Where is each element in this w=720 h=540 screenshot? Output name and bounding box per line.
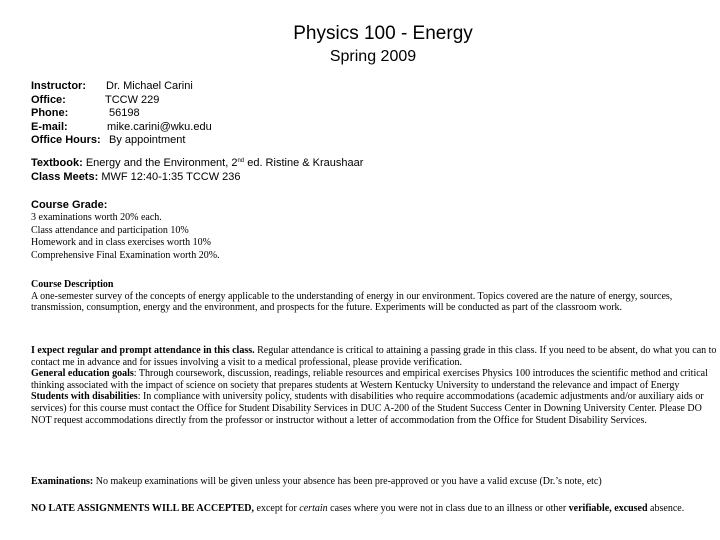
late-policy-bold: NO LATE ASSIGNMENTS WILL BE ACCEPTED,	[31, 503, 255, 514]
examinations-body: No makeup examinations will be given unless your absence has been pre-approved or you have a valid excuse (Dr.’s note, etc)	[93, 476, 602, 487]
policies-block	[31, 345, 718, 426]
course-description-heading: Course Description	[31, 279, 114, 290]
grade-item: Class attendance and participation 10%	[31, 224, 189, 236]
disabilities-paragraph	[31, 391, 718, 426]
class-meets-value: MWF 12:40-1:35 TCCW 236	[101, 170, 241, 183]
late-policy-bold-end: verifiable, excused	[568, 503, 648, 514]
disabilities-bold: Students with disabilities	[31, 391, 138, 403]
class-meets-line	[31, 171, 363, 185]
education-goals-bold: General education goals	[31, 368, 134, 380]
info-label: Instructor:	[31, 80, 86, 92]
info-value: TCCW 229	[105, 93, 160, 106]
course-description	[31, 279, 718, 314]
info-value: By appointment	[109, 134, 186, 146]
textbook-authors: ed. Ristine & Kraushaar	[244, 157, 364, 169]
late-policy-paragraph	[31, 503, 718, 515]
textbook-section	[31, 157, 363, 184]
info-label: Office Hours:	[31, 134, 101, 146]
info-value: mike.carini@wku.edu	[107, 120, 212, 133]
info-label: E-mail:	[31, 120, 68, 133]
grade-item: Homework and in class exercises worth 10%	[31, 237, 211, 249]
info-value: 56198	[109, 107, 140, 119]
examinations-paragraph	[31, 476, 718, 488]
late-policy-text: cases where you were not in class due to an illness or other	[327, 503, 569, 514]
course-grade-list	[31, 212, 220, 262]
class-meets-label: Class Meets:	[31, 170, 99, 183]
info-label: Office:	[31, 93, 66, 106]
education-goals-paragraph	[31, 368, 718, 391]
course-grade-heading: Course Grade:	[31, 199, 108, 211]
info-label: Phone:	[31, 107, 69, 119]
education-goals-body: : Through coursework, discussion, readings, reliable resources and empirical exercises Physics 100 introduces the scientific method and critical thinking associated with the impact of science on society that prepares students at Western Kentucky University to understand the relevance and impact of Energy	[31, 368, 708, 391]
page-subtitle: Spring 2009	[329, 48, 417, 65]
textbook-line	[31, 157, 363, 171]
late-policy-italic: certain	[299, 503, 328, 514]
course-description-body: A one-semester survey of the concepts of energy applicable to the understanding of energy in our environment. Topics covered are the nature of energy, sources, transmission, consumption, energy and the environment, and prospects for the future. Experiments will be conducted as part of the classroom work.	[31, 290, 673, 314]
grade-item: 3 examinations worth 20% each.	[31, 212, 162, 223]
disabilities-body: : In compliance with university policy, students with disabilities who require accommodations (academic adjustments and/or auxiliary aids or services) for this course must contact the Office for Student Disability Services in DUC A-200 of the Student Success Center in Downing University Center. Please DO NOT request accommodations directly from the professor or instructor without a letter of accommodation from the Office for Student Disability Services.	[31, 391, 704, 426]
late-policy-text: except for	[254, 503, 300, 514]
info-value: Dr. Michael Carini	[106, 80, 193, 92]
attendance-paragraph	[31, 345, 718, 368]
textbook-value	[86, 157, 364, 169]
page-title: Physics 100 - Energy	[293, 23, 473, 44]
textbook-title: Energy and the Environment, 2	[85, 157, 238, 169]
late-policy-text: absence.	[647, 503, 685, 514]
attendance-bold: I expect regular and prompt attendance in this class.	[31, 345, 255, 356]
examinations-bold: Examinations:	[31, 476, 94, 487]
textbook-label: Textbook:	[31, 157, 83, 169]
textbook-edition-sup: nd	[237, 158, 245, 164]
attendance-body: Regular attendance is critical to attaining a passing grade in this class. If you need to be absent, do what you can to contact me in advance and for issues involving a visit to a medical professional, please provide verification.	[31, 345, 717, 368]
grade-item: Comprehensive Final Examination worth 20%.	[31, 249, 220, 261]
